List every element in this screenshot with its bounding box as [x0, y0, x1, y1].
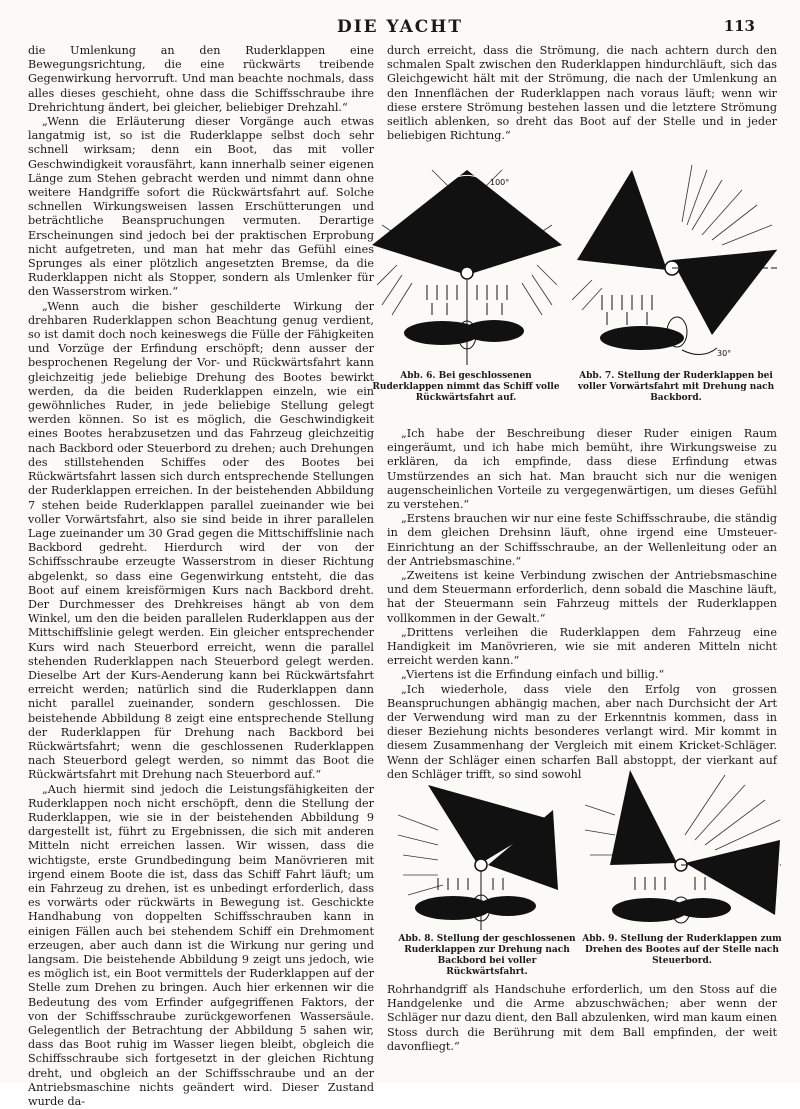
- figure-8-caption: Abb. 8. Stellung der geschlossenen Ruderklappen zur Drehung nach Backbord bei voller Rückwärtsfahrt.: [398, 934, 576, 977]
- paragraph: Rohrhandgriff als Handschuhe erforderlich, um den Stoss auf die Handgelenke und die Arme abzuschwächen; aber wenn der Schläger nur dazu dient, den Ball abzulenken, wird man kaum einen Stoss durch die Berührung mit dem Ball empfinden, der weit davonfliegt.“: [387, 983, 777, 1053]
- paragraph: „Viertens ist die Erfindung einfach und billig.“: [401, 668, 665, 682]
- magazine-title: DIE YACHT: [336, 17, 464, 37]
- figure-7-caption: Abb. 7. Stellung der Ruderklappen bei voller Vorwärtsfahrt mit Drehung nach Backbord.: [577, 371, 775, 403]
- angle-label: 100°: [490, 178, 510, 187]
- figure-9-caption: Abb. 9. Stellung der Ruderklappen zum Drehen des Bootes auf der Stelle nach Steuerbord.: [582, 934, 782, 966]
- figure-8-diagram: [398, 770, 573, 932]
- paragraph: „Zweitens ist keine Verbindung zwischen der Antriebsmaschine und dem Steuermann erforderlich, denn sobald die Maschine läuft, hat der Steuermann sein Fahrzeug mittels der Ruderklappen vollkommen in der Gewalt.“: [387, 569, 777, 625]
- paragraph: „Erstens brauchen wir nur eine feste Schiffsschraube, die ständig in dem gleichen Drehsinn läuft, ohne irgend eine Umsteuer-Einrichtung an der Schiffsschraube, an der Wellenleitung oder an der Antriebsmaschine.“: [387, 512, 777, 568]
- right-column-bottom: [387, 983, 777, 1054]
- paragraph: „Ich habe der Beschreibung dieser Ruder einigen Raum eingeräumt, und ich habe mich bemüht, ihre Wirkungsweise zu erklären, da ich empfinde, dass diese Erfindung etwas Umstürzendes an sich hat. Man braucht sich nur die wenigen augenscheinlichen Vorteile zu vergegenwärtigen, um dieses Gefühl zu verstehen.“: [387, 427, 777, 512]
- right-column-middle: [387, 427, 777, 782]
- angle-label: 30°: [717, 349, 732, 358]
- figure-9: [585, 765, 782, 932]
- figure-9-diagram: [585, 765, 782, 932]
- paragraph: „Wenn die Erläuterung dieser Vorgänge auch etwas langatmig ist, so ist die Ruderklappe selbst doch sehr schnell wirksam; denn ein Boot, das mit voller Geschwindigkeit vorausfährt, kann innerhalb seiner eigenen Länge zum Stehen gebracht werden und nimmt dann ohne weitere Handgriffe sofort die Rückwärtsfahrt auf. Solche schnellen Wirkungsweisen lassen Erschütterungen und beträchtliche Beanspruchungen vermuten. Derartige Erscheinungen sind jedoch bei der praktischen Erprobung nicht aufgetreten, und man hat mehr das Gefühl eines Sprunges als einer plötzlich angesetzten Bremse, da die Ruderklappen nicht als Stopper, sondern als Umlenker für den Wasserstrom wirken.“: [28, 115, 374, 299]
- paragraph: „Ich wiederhole, dass viele den Erfolg von grossen Beanspruchungen abhängig machen, aber nach Durchsicht der Art der Verwendung wird man zu der Erkenntnis kommen, dass in dieser Beziehung nichts besonderes verlangt wird. Mir kommt in diesem Zusammenhang der Vergleich mit einem Kricket-Schläger. Wenn der Schläger einen scharfen Ball abstoppt, der vierkant auf den Schläger trifft, so sind sowohl: [387, 682, 777, 781]
- figure-6: [372, 165, 562, 370]
- figure-8: [398, 770, 573, 932]
- paragraph: durch erreicht, dass die Strömung, die nach achtern durch den schmalen Spalt zwischen den Ruderklappen hindurchläuft, sich das Gleichgewicht hält mit der Strömung, die nach der Umlenkung an den Innenflächen der Ruderklappen nach voraus läuft; wenn wir diese erstere Strömung bestehen lassen und die letztere Strömung seitlich ablenken, so dreht das Boot auf der Stelle und in jeder beliebigen Richtung.“: [387, 44, 777, 143]
- figure-7-diagram: [572, 160, 782, 370]
- figure-6-caption: Abb. 6. Bei geschlossenen Ruderklappen nimmt das Schiff volle Rückwärtsfahrt auf.: [372, 371, 560, 403]
- paragraph: die Umlenkung an den Ruderklappen eine Bewegungsrichtung, die eine rückwärts treibende Gegenwirkung hervorruft. Und man beachte nochmals, dass alles dieses geschieht, ohne dass die Schiffsschraube ihre Drehrichtung ändert, bei gleicher, beliebiger Drehzahl.“: [28, 44, 374, 114]
- paragraph: „Drittens verleihen die Ruderklappen dem Fahrzeug eine Handigkeit im Manövrieren, wie sie mit anderen Mitteln nicht erreicht werden kann.“: [387, 625, 777, 668]
- figure-6-diagram: [372, 165, 562, 370]
- paragraph: „Auch hiermit sind jedoch die Leistungsfähigkeiten der Ruderklappen noch nicht erschöpft, denn die Stellung der Ruderklappen, wie sie in der beistehenden Abbildung 9 dargestellt ist, führt zu Ergebnissen, die sich mit anderen Mitteln nicht erreichen lassen. Wir wissen, dass die wichtigste, erste Grundbedingung beim Manövrieren mit irgend einem Boote die ist, dass das Schiff Fahrt läuft; um ein Fahrzeug zu drehen, ist es unbedingt erforderlich, dass es vorwärts oder rückwärts in Bewegung ist. Geschickte Handhabung von doppelten Schiffsschrauben kann in einigen Fällen auch bei stehendem Schiff ein Drehmoment erzeugen, aber auch dann ist die Wirkung nur gering und langsam. Die beistehende Abbildung 9 zeigt uns jedoch, wie es möglich ist, ein Boot vermittels der Ruderklappen auf der Stelle zum Drehen zu bringen. Auch hier erkennen wir die Bedeutung des vom Erfinder aufgegriffenen Faktors, der von der Schiffsschraube zurückgeworfenen Wassersäule. Gelegentlich der Betrachtung der Abbildung 5 sahen wir, dass das Boot ruhig im Wasser liegen bleibt, obgleich die Schiffsschraube sich fortgesetzt in der gleichen Richtung dreht, und obgleich an der Schiffsschraube und an der Antriebsmaschine nichts geändert wird. Dieser Zustand wurde da-: [28, 782, 374, 1109]
- paragraph: „Wenn auch die bisher geschilderte Wirkung der drehbaren Ruderklappen schon Beachtung genug verdient, so ist damit doch noch keineswegs die Fülle der Fähigkeiten und Vorzüge der Erfindung erschöpft; denn ausser der besprochenen Regelung der Vor- und Rückwärtsfahrt kann gleichzeitig jede beliebige Drehung des Bootes bewirkt werden, da die beiden Ruderklappen einzeln, wie ein gewöhnliches Ruder, in jede beliebige Stellung gelegt werden können. So ist es möglich, die Geschwindigkeit eines Bootes herabzusetzen und das Fahrzeug gleichzeitig nach Backbord oder Steuerbord zu drehen; auch Drehungen des stillstehenden Schiffes oder des Bootes bei Rückwärtsfahrt lassen sich durch entsprechende Stellungen der Ruderklappen erreichen. In der beistehenden Abbildung 7 stehen beide Ruderklappen parallel zueinander wie bei voller Vorwärtsfahrt, also sie sind beide in ihrer parallelen Lage zueinander um 30 Grad gegen die Mittschiffslinie nach Backbord gedreht. Hierdurch wird der von der Schiffsschraube erzeugte Wasserstrom in dieser Richtung abgelenkt, so dass eine Gegenwirkung entsteht, die das Boot auf einem kreisförmigen Kurs nach Backbord dreht. Der Durchmesser des Drehkreises hängt ab von dem Winkel, um den die beiden parallelen Ruderklappen aus der Mittschiffslinie gelegt werden. Ein gleicher entsprechender Kurs wird nach Steuerbord erreicht, wenn die parallel stehenden Ruderklappen nach Steuerbord gelegt werden. Dieselbe Art der Kurs-Aenderung kann bei Rückwärtsfahrt erreicht werden; natürlich sind die Ruderklappen dann nicht parallel zueinander, sondern geschlossen. Die beistehende Abbildung 8 zeigt eine entsprechende Stellung der Ruderklappen für Drehung nach Backbord bei Rückwärtsfahrt; wenn die geschlossenen Ruderklappen nach Steuerbord gelegt werden, so nimmt das Boot die Rückwärtsfahrt mit Drehung nach Steuerbord auf.“: [28, 299, 374, 782]
- right-column-top: [387, 44, 777, 143]
- figure-7: [572, 160, 782, 370]
- left-column: [28, 44, 374, 1109]
- page-number: 113: [723, 17, 755, 35]
